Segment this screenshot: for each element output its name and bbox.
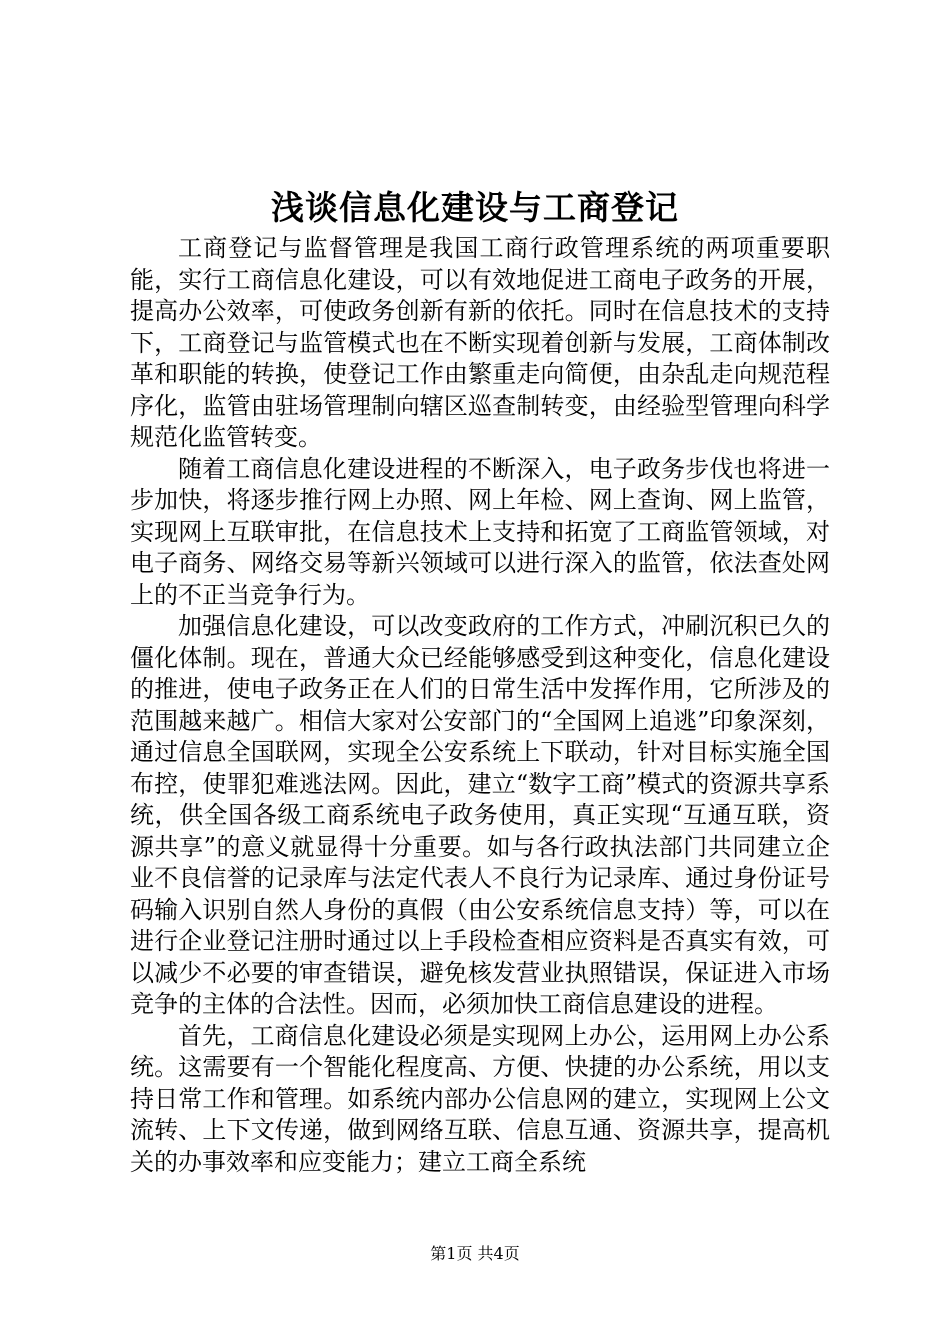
page-footer: 第1页 共4页: [430, 1244, 520, 1263]
document-title: 浅谈信息化建设与工商登记: [271, 188, 679, 227]
paragraph-4: 首先，工商信息化建设必须是实现网上办公，运用网上办公系统。这需要有一个智能化程度高、方便、快捷的办公系统，用以支持日常工作和管理。如系统内部办公信息网的建立，实现网上公文流转、上下文传递，做到网络互联、信息互通、资源共享，提高机关的办事效率和应变能力；建立工商全系统: [130, 1021, 830, 1176]
paragraph-3: 加强信息化建设，可以改变政府的工作方式，冲刷沉积已久的僵化体制。现在，普通大众已经能够感受到这种变化，信息化建设的推进，使电子政务正在人们的日常生活中发挥作用，它所涉及的范围越来越广。相信大家对公安部门的“全国网上追逃”印象深刻，通过信息全国联网，实现全公安系统上下联动，针对目标实施全国布控，使罪犯难逃法网。因此，建立“数字工商”模式的资源共享系统，供全国各级工商系统电子政务使用，真正实现“互通互联，资源共享”的意义就显得十分重要。如与各行政执法部门共同建立企业不良信誉的记录库与法定代表人不良行为记录库、通过身份证号码输入识别自然人身份的真假（由公安系统信息支持）等，可以在进行企业登记注册时通过以上手段检查相应资料是否真实有效，可以减少不必要的审查错误，避免核发营业执照错误，保证进入市场竞争的主体的合法性。因而，必须加快工商信息建设的进程。: [130, 612, 830, 1018]
document-body: [130, 233, 830, 1178]
paragraph-1: 工商登记与监督管理是我国工商行政管理系统的两项重要职能，实行工商信息化建设，可以有效地促进工商电子政务的开展，提高办公效率，可使政务创新有新的依托。同时在信息技术的支持下，工商登记与监管模式也在不断实现着创新与发展，工商体制改革和职能的转换，使登记工作由繁重走向简便，由杂乱走向规范程序化，监管由驻场管理制向辖区巡查制转变，由经验型管理向科学规范化监管转变。: [130, 234, 830, 451]
paragraph-2: 随着工商信息化建设进程的不断深入，电子政务步伐也将进一步加快，将逐步推行网上办照、网上年检、网上查询、网上监管，实现网上互联审批，在信息技术上支持和拓宽了工商监管领域，对电子商务、网络交易等新兴领域可以进行深入的监管，依法查处网上的不正当竞争行为。: [130, 454, 830, 609]
